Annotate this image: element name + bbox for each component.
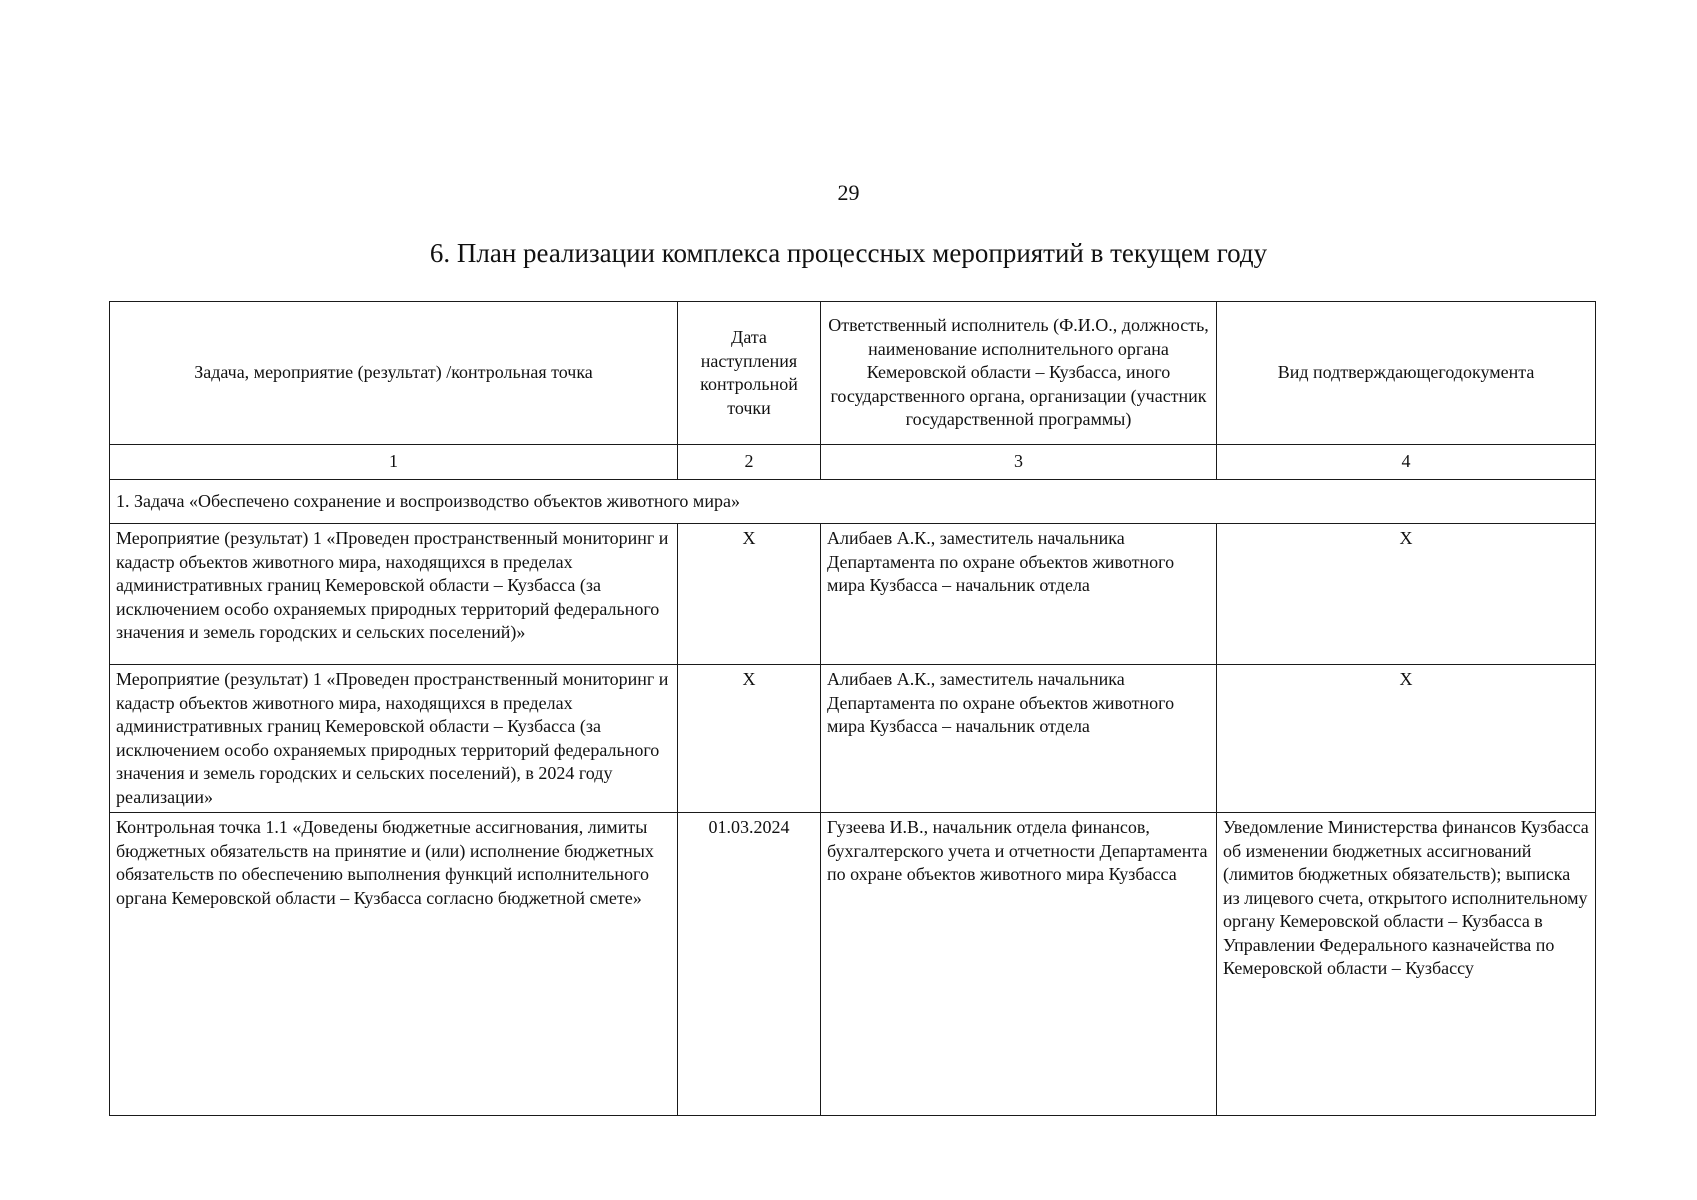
implementation-plan-table bbox=[109, 301, 1596, 1116]
table-row bbox=[110, 665, 1596, 813]
task-title: 1. Задача «Обеспечено сохранение и воспроизводство объектов животного мира» bbox=[110, 480, 1596, 524]
column-number-row bbox=[110, 445, 1596, 480]
column-number: 1 bbox=[110, 445, 678, 480]
executor-cell: Алибаев А.К., заместитель начальника Департамента по охране объектов животного мира Кузбасса – начальник отдела bbox=[821, 524, 1217, 665]
executor-cell: Алибаев А.К., заместитель начальника Департамента по охране объектов животного мира Кузбасса – начальник отдела bbox=[821, 665, 1217, 813]
task-row bbox=[110, 480, 1596, 524]
document-cell: X bbox=[1217, 665, 1596, 813]
column-number: 4 bbox=[1217, 445, 1596, 480]
page-number: 29 bbox=[837, 180, 860, 205]
header-responsible-executor: Ответственный исполнитель (Ф.И.О., должность, наименование исполнительного органа Кемеровской области – Кузбасса, иного государственного органа, организации (участник государственной программы) bbox=[821, 302, 1217, 445]
column-number: 2 bbox=[678, 445, 821, 480]
activity-cell: Мероприятие (результат) 1 «Проведен пространственный мониторинг и кадастр объектов животного мира, находящихся в пределах административных границ Кемеровской области – Кузбасса (за исключением особо охраняемых природных территорий федерального значения и земель городских и сельских поселений)» bbox=[110, 524, 678, 665]
document-cell: Уведомление Министерства финансов Кузбасса об изменении бюджетных ассигнований (лимитов бюджетных обязательств); выписка из лицевого счета, открытого исполнительному органу Кемеровской области – Кузбасса в Управлении Федерального казначейства по Кемеровской области – Кузбассу bbox=[1217, 813, 1596, 1116]
date-cell: 01.03.2024 bbox=[678, 813, 821, 1116]
table-row bbox=[110, 524, 1596, 665]
date-cell: X bbox=[678, 524, 821, 665]
activity-cell: Контрольная точка 1.1 «Доведены бюджетные ассигнования, лимиты бюджетных обязательств на принятие и (или) исполнение бюджетных обязательств по обеспечению выполнения функций исполнительного органа Кемеровской области – Кузбасса согласно бюджетной смете» bbox=[110, 813, 678, 1116]
activity-cell: Мероприятие (результат) 1 «Проведен пространственный мониторинг и кадастр объектов животного мира, находящихся в пределах административных границ Кемеровской области – Кузбасса (за исключением особо охраняемых природных территорий федерального значения и земель городских и сельских поселений), в 2024 году реализации» bbox=[110, 665, 678, 813]
header-control-date: Дата наступления контрольной точки bbox=[678, 302, 821, 445]
header-document-type: Вид подтверждающегодокумента bbox=[1217, 302, 1596, 445]
section-title: 6. План реализации комплекса процессных мероприятий в текущем году bbox=[429, 238, 1268, 268]
column-number: 3 bbox=[821, 445, 1217, 480]
table-header-row bbox=[110, 302, 1596, 445]
document-cell: X bbox=[1217, 524, 1596, 665]
date-cell: X bbox=[678, 665, 821, 813]
table-row bbox=[110, 813, 1596, 1116]
executor-cell: Гузеева И.В., начальник отдела финансов, бухгалтерского учета и отчетности Департамента по охране объектов животного мира Кузбасса bbox=[821, 813, 1217, 1116]
header-task-activity: Задача, мероприятие (результат) /контрольная точка bbox=[110, 302, 678, 445]
